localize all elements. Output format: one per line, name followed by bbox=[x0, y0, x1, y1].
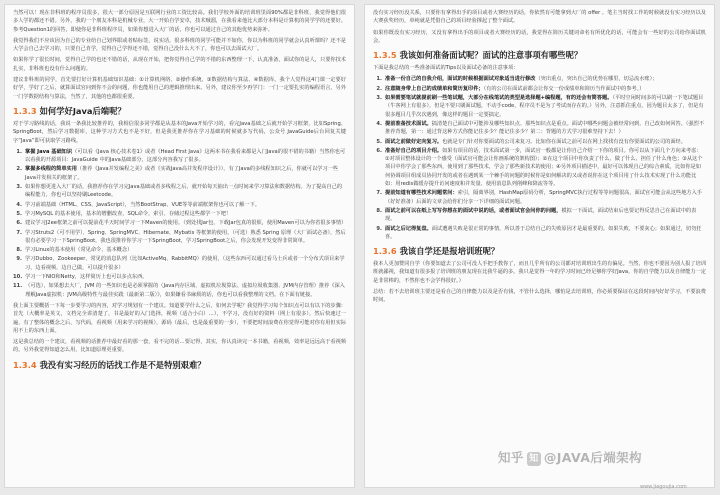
list-item bbox=[13, 273, 346, 281]
list-item bbox=[373, 94, 706, 119]
site-credit: www.jiagoujia.com bbox=[640, 484, 687, 490]
list-item-number: 1. bbox=[16, 148, 22, 155]
list-item-bold: 准备一份自己的自我介绍，面试的时候根据面试对象适当进行修改 bbox=[385, 76, 536, 83]
list-item-text: （可以看《Java 核心技术卷1》或者《Head First Java》这两本书在我看来都是入门Java的很不错的书籍）当然你也可以看我的开源项目：JavaGuide 中的Java基础部分，这部分内容我写了很多。 bbox=[25, 148, 346, 164]
list-item-text: （推荐《Java并发编程之美》或者《实战Java高并发程序设计》），有了Java的多线程知识之后，你就可以学习一些Java并发相关的框架了。 bbox=[25, 166, 339, 181]
list-item-text: 搞清楚自己面试中可能涉及哪些知识点、那些知识点是重点。面试中哪些问题会被经常问到、自己改如何回答。（强烈不推荐背题，第一：通过背这种方式你能记住多少？能记住多少？第二：背题的方式学习很难坚持下去！） bbox=[385, 120, 705, 136]
list-item-number: 11. bbox=[13, 283, 23, 290]
list-item-number: 5. bbox=[16, 210, 22, 217]
list-item bbox=[13, 255, 346, 272]
learning-route-list bbox=[13, 148, 346, 299]
list-item-text: 建议学习J2ee框架之前可以提前花半天时间学习一下Maven的使用。（到处找Jar包，下载Jar包真的很烦，使用Maven可以为你省很多事情） bbox=[25, 220, 347, 227]
list-item-text: 也就是专门针对你要面试的公司来复习。比如你在面试之前可以在网上找找有没有你要面试的公司的面经。 bbox=[442, 138, 686, 145]
list-item-number: 4. bbox=[16, 201, 22, 208]
paragraph: 如果你学了很长时间，觉得自己学的也还不错的话，从现在开始，把你觉得自己学的不错的东西整理一下，认真准备，面试你的是人，只要你技术扎实，非科班也没有什么问题的。 bbox=[13, 57, 346, 72]
list-item bbox=[13, 183, 346, 200]
zhihu-watermark bbox=[498, 448, 642, 466]
paragraph: 这是我总结的一个建议，看视频的话推荐中最好看的那一套，看不完的话…要记得，其实，你认真读完一本书籍，看视频，效率是远远高于看视频的，另外我觉得知道怎么用，比知道原理更重要。 bbox=[13, 339, 346, 354]
list-item-text: 索引，隔离界别，HashMap原码分析，SpringMVC执行过程等等问题很高，面试官可能会从这些地方入手（好好准备）后面的文章会给你们分享一下详细的面试问题。 bbox=[385, 190, 702, 205]
paragraph: 我上面主要概括一下每一步要学习的内容，对学习规划有一个建议。知道要学什么之后，如何去学呢？我觉得学习每个知识点可以有以下的步骤：首先（大概率是英文，文档完全讲清楚了，书是最好的入门选择，视频（适合小白）…），不学习，没有好的资料（网上有很多），然后快速过一遍，有了整体的概念之后，写代码，看视频（用来学习的视频），源码（最后，也是最重要的一步），不要把时间浪费在你觉得可能对你有用但实际用不上的东西上面。 bbox=[13, 302, 346, 334]
list-item-number: 5. bbox=[376, 138, 382, 145]
list-item-number: 2. bbox=[16, 166, 22, 173]
list-item-bold: 准备好自己的项目介绍。 bbox=[385, 147, 443, 154]
list-item-number: 3. bbox=[376, 95, 382, 102]
list-item-bold: 提前准备技术面试。 bbox=[385, 120, 432, 127]
list-item-number: 4. bbox=[376, 120, 382, 127]
list-item-text: 如果你想更进入大厂的话，我推荐你在学习完Java基础或者多线程之后，就开始每天抽出一点时间来学习算法和数据结构。为了提高自己的编程能力，你也可以坚持刷Leetcode。 bbox=[25, 184, 343, 199]
list-item-text: 学习MySQL 的基本使用，基本的增删改查，SQL命令，索引、存储过程这些都学一下吧！ bbox=[25, 210, 232, 217]
paragraph: 下面是我总结的一些准备面试的Tips以及面试必备的注意事项： bbox=[373, 65, 519, 72]
list-item-text: 学习前端基础（HTML、CSS、JavaScript），当然BootStrap、VUE等等前端框架你也可以了解一下。 bbox=[25, 201, 260, 208]
paragraph: 没有实习经历没关系，只要你有拿得出手的项目或者大赛经历的话，你依然有可能拿到大厂的 offer 。笔主当时找工作的时候就没有实习经历以及大赛获奖经历，单纯就是凭借自己的项目经验撑起了整个面试。 bbox=[373, 10, 706, 25]
list-item-number: 9. bbox=[16, 256, 22, 263]
list-item-bold: 面试之前做好定向复习。 bbox=[385, 138, 443, 145]
paragraph: 我觉得我们不应该因为自己的专业给自己划界限或者贴标签，说实话，很多科班的同学可能并不如你，你以为科班的同学就会认真听课吗？还不是大学会自己去学习的，只要自己肯学，觉得自己学得还不错，觉得自己没什么大不了，你也可以去面试大厂。 bbox=[13, 37, 346, 53]
list-item bbox=[373, 147, 706, 188]
list-item-number: 1. bbox=[376, 76, 382, 83]
list-item-bold: 面试之后记得复盘。 bbox=[385, 225, 432, 232]
list-item bbox=[13, 282, 346, 299]
paragraph: 建议非科班的同学，首先要打好计算机基础知识基础：①计算机网络、②操作系统、③数据结构与算法、④数据库。我个人觉得这4门课一定要好好学，学好了之后，就算面试官问到你不会的问题，你也能用自己的逻辑推理出来。另外，建议你至少再学门：一门一定要扎实的编程语言，另外一门学数据结构与算法，当然了，其他的也都很重要。 bbox=[13, 77, 346, 100]
paragraph: 总结：若不去培训班主要还是看自己的自律能力以及是否有钱，不管什么选择，哪怕是去培训班，你必须要保证在这段时间内好好学习，不要浪费时间。 bbox=[373, 289, 706, 304]
list-item-text: 学习Dubbo、Zookeeper、常见的消息队列（比如ActiveMq、RabbitMQ）的使用，（这些东西可以通过看马士兵或者一个分布式项目来学习，边看视频，边自己做，可以提升很多） bbox=[25, 256, 345, 271]
list-item bbox=[373, 189, 706, 206]
list-item bbox=[13, 246, 346, 254]
list-item bbox=[373, 85, 706, 93]
list-item-text: 面试遭遇失败是很正常的事情，所以善于总结自己的失败原因才是最重要的。如果失败，不要灰心；如果通过，切勿狂喜。 bbox=[385, 225, 702, 240]
list-item-number: 3. bbox=[16, 184, 22, 191]
zhihu-logo-icon: 知 bbox=[527, 452, 541, 466]
watermark-account: @JAVA后端架构 bbox=[543, 450, 642, 465]
list-item-text: 学习Linux的基本使用（常见命令、基本概念） bbox=[25, 247, 133, 254]
list-item-number: 6. bbox=[16, 220, 22, 227]
right-page bbox=[364, 4, 715, 488]
list-item-bold: 注意随身带上自己的成绩单和简历复印件； bbox=[385, 85, 484, 92]
list-item-bold: 如果需要笔试就提前刷一些笔试题，大部分在线笔试的类型是选择题+编程题，有的还会有简答题。 bbox=[385, 95, 613, 102]
section-heading-self-study: 1.3.6 我该自学还是报培训班呢？ bbox=[373, 246, 500, 257]
list-item-text: 学习一下NIO和Netty，这样简历上也可以多点东西。 bbox=[25, 274, 148, 281]
list-item bbox=[13, 210, 346, 218]
list-item bbox=[373, 225, 706, 242]
list-item-text: （有的公司在面试前都会让你交一份成绩单和简历当作面试中的参考。） bbox=[483, 85, 645, 92]
list-item-text: （平时空闲时间多的可以刷一下笔试题目（牛客网上有很多），但是不要只刷面试题，不动手code，程序员不是为了考试而存在的。）另外，注意抓住重点，因为题目太多了，但是有很多题目几乎次次遇到，像这样的题目一定要搞定。 bbox=[385, 95, 704, 118]
list-item-text: 学习Struts2（可不用学）、Spring、SpringMVC、Hibernate、Mybatis 等框架的使用，（可选）熟悉 Spring 原理（大厂面试必备），然后很有必要学习一下SpringBoot，我也很推荐你学习一下SpringBoot，学习SpringBoot之后，你会发现开发变得非常简单。 bbox=[25, 229, 346, 244]
list-item bbox=[13, 201, 346, 209]
paragraph: 如果你既没有实习经历，又没有拿得出手的项目或者大赛经历的话，我觉得在简历关键词命名有所优化的话，可能会有一些好的公司给你面试机会。 bbox=[373, 29, 706, 44]
list-item-number: 8. bbox=[16, 247, 22, 254]
paragraph: 当然可以！现在非科班的程序员很多，很大一部分原因是互联网行业的工资比较高。我们学校外面的培训班里面90%都是非科班，我觉得他们很多人学的都还不错。另外，我的一个朋友本科是机械专业，大一开始自学安卓，技术贼溜，在我看来他比大部分本科是计算机的同学学的还要好。参考Question1的回答，即使你是非科班程序员，如果你想进入大厂的话，你也可以通过自己的其他优势来弥补。 bbox=[13, 10, 346, 33]
list-item bbox=[373, 138, 706, 146]
section-heading-internship: 1.3.4 我没有实习经历的话找工作是不是特别艰难？ bbox=[13, 359, 206, 370]
section-heading-interview-prep: 1.3.5 我该如何准备面试呢？面试的注意事项有哪些呢？ bbox=[373, 50, 583, 61]
list-item bbox=[373, 207, 706, 224]
interview-tips-list bbox=[373, 75, 706, 241]
list-item-text: 如果有项目的话，技术面试第一步，面试官一般都是让你自己介绍一下你的项目。你可以从下面几个方向来考虑：①对项目整体设计的一个感受（面试官可能会让你画系统的架构图）；②在这个项目中你负责了什么、做了什么、担任了什么角色；③从这个项目中你学会了那些东西，使用到了那些技术，学会了那些新技术的使用；④另外项目描述中，最好可以体现自己的综合素质，比如你是如何协调项目组成员协同开发的或者在遇到某一个棘手的问题的时候你是如何解决的又或者说你在这个项目用了什么技术实现了什么功能比如：用redis做缓存提升访问速度和并发量、使用消息队列削峰和降流等等。 bbox=[385, 147, 703, 188]
paragraph: 我本人更加赞同自学（你要知道去了公司可没人手把手教你了，而且几乎所有的公司都对培训班出生的有偏见。当然，你也不要因为别人报了培训班就鄙视，我知道有很多报了培训班的朋友现在比我牛逼的多。我只是觉得一年的学习时间已经足够你学好Java，你的自学能力以及自律能力一定是非常棒的，不然你也不会学得很好。） bbox=[373, 261, 706, 284]
list-item-text: （突出重点，突出自己的优势在哪里，切忌流水账）； bbox=[535, 76, 658, 83]
list-item bbox=[373, 75, 706, 83]
paragraph: 对于学习路线的话，我说一条我比较推荐的，我相信很多同学都是从基本的Java开始学习的，看完Java基础之后就开始学习框架，比如Spring、SpringBoot，然后学习数据库，这种学习方式也不是不好，但是我更推荐你在学习基础的时候就多写代码，公众号 JavaGuide后台回复关键字“Java”即可获取学习路线。 bbox=[13, 120, 346, 144]
list-item-number: 7. bbox=[376, 190, 382, 197]
list-item-bold: 掌握 Java 基础知识 bbox=[25, 148, 73, 155]
list-item-number: 9. bbox=[376, 225, 382, 232]
list-item-number: 8. bbox=[376, 207, 382, 214]
list-item bbox=[13, 229, 346, 246]
watermark-site: 知乎 bbox=[498, 450, 524, 465]
list-item-number: 7. bbox=[16, 229, 22, 236]
list-item bbox=[13, 165, 346, 182]
list-item bbox=[13, 148, 346, 165]
list-item-text: 模拟一下面试，面试结束后也要记得反思自己在面试中的表现。 bbox=[385, 207, 697, 223]
section-heading-java-backend: 1.3.3 如何学好Java后端呢？ bbox=[13, 105, 126, 116]
list-item-text: （可选），如果想去大厂，JVM 的一些知识也是必须掌握的（Java内存区域、虚拟机垃圾算法、虚拟垃圾收集器、JVM内存管理）推荐《深入理解Java虚拟机：JVM高级特性与最佳实践（最新第二版）》，如果嫌看书麻烦的话，你也可以看我整理的文档。在下面有链接。 bbox=[25, 283, 345, 298]
list-item bbox=[13, 219, 346, 227]
list-item-bold: 面试之前可以在纸上写写你想在的面试中说的话，或者面试官会问你的问题， bbox=[385, 207, 562, 214]
list-item-number: 6. bbox=[376, 147, 382, 154]
list-item-bold: 提前知道有哪些技术问题常问： bbox=[385, 190, 458, 197]
list-item-bold: 掌握多线程的简单实用 bbox=[25, 166, 77, 173]
list-item bbox=[373, 120, 706, 137]
left-page bbox=[4, 4, 355, 488]
list-item-number: 10. bbox=[13, 274, 23, 281]
list-item-number: 2. bbox=[376, 85, 382, 92]
